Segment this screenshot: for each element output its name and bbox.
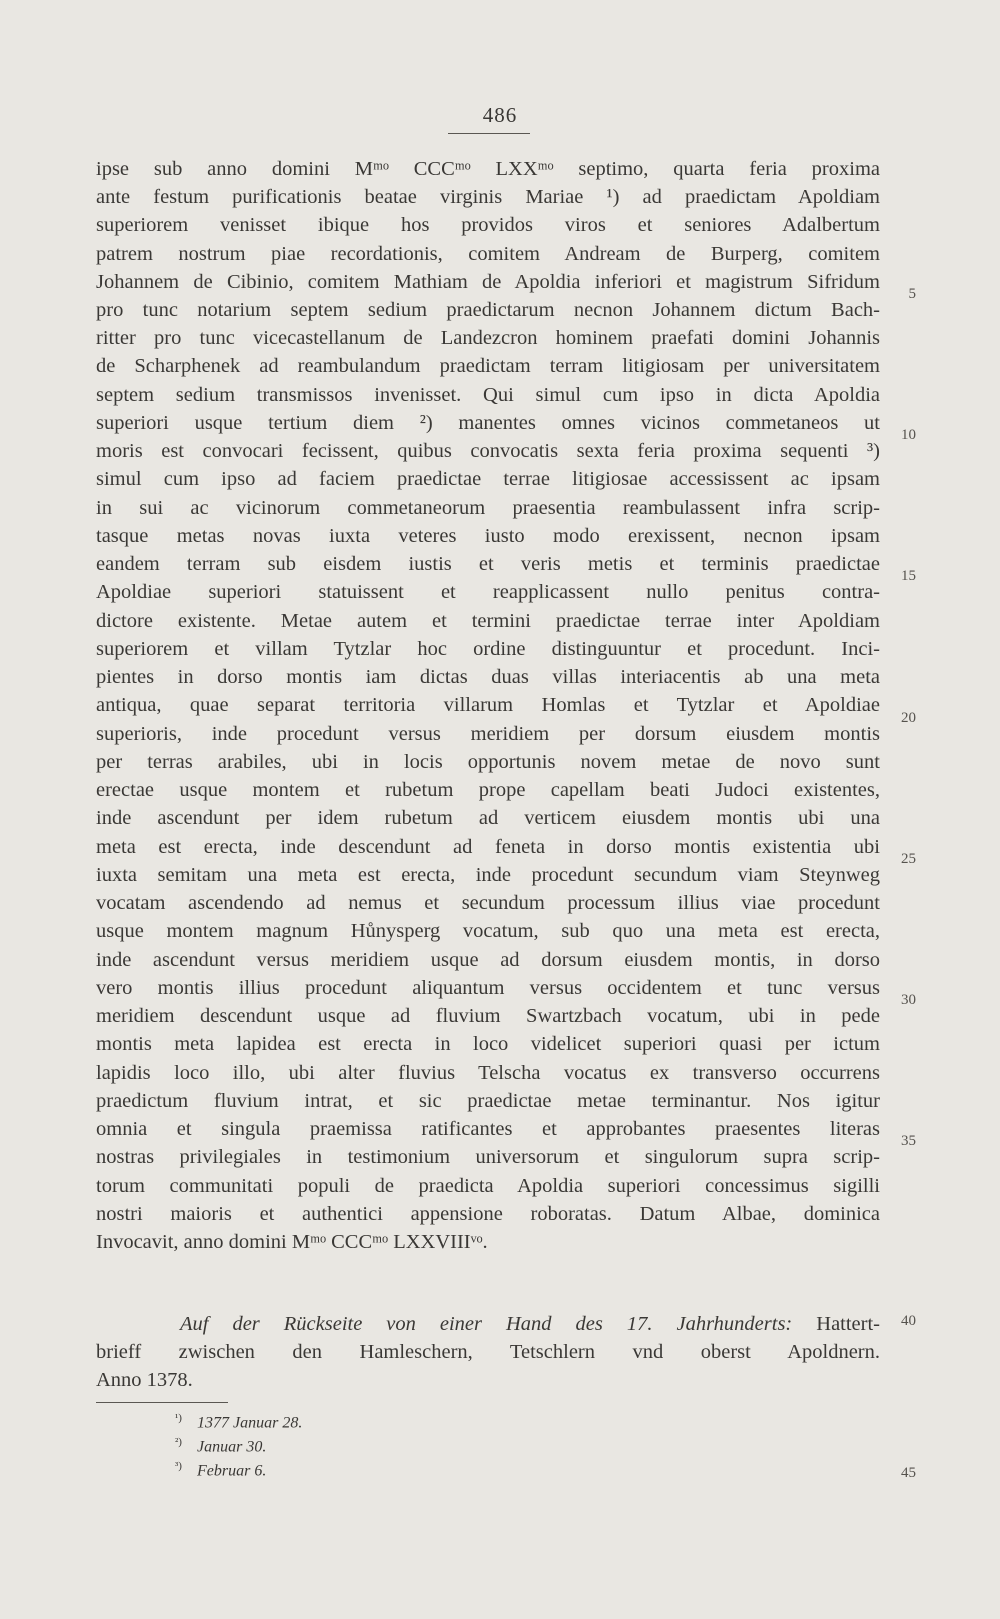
text-line: meta est erecta, inde descendunt ad feneta in dorso montis existentia ubi [96, 836, 880, 858]
line-number: 10 [901, 427, 916, 443]
text-line: simul cum ipso ad faciem praedictae terrae litigiosae accessissent ac ipsam [96, 468, 880, 490]
text-line: per terras arabiles, ubi in locis opportunis novem metae de novo sunt [96, 751, 880, 773]
text-line: ritter pro tunc vicecastellanum de Landezcron hominem praefati domini Johannis [96, 327, 880, 349]
footnote [175, 1436, 266, 1456]
dorsal-note-line: Anno 1378. [96, 1369, 193, 1391]
dorsal-note-heading: Auf der Rückseite von einer Hand des 17. Jahrhunderts: [180, 1313, 793, 1335]
footnote-mark: ¹) [175, 1412, 182, 1424]
text-line: torum communitati populi de praedicta Apoldia superiori concessimus sigilli [96, 1175, 880, 1197]
text-line: de Scharphenek ad reambulandum praedictam terram litigiosam per universitatem [96, 355, 880, 377]
dorsal-note-line [180, 1310, 880, 1338]
text-line: usque montem magnum Hůnysperg vocatum, sub quo una meta est erecta, [96, 920, 880, 942]
text-line: meridiem descendunt usque ad fluvium Swartzbach vocatum, ubi in pede [96, 1005, 880, 1027]
text-line: inde ascendunt versus meridiem usque ad dorsum eiusdem montis, in dorso [96, 949, 880, 971]
footnote [175, 1412, 302, 1432]
footnote-mark: ²) [175, 1436, 182, 1448]
text-line: in sui ac vicinorum commetaneorum praesentia reambulassent infra scrip- [96, 497, 880, 519]
text-line: montis meta lapidea est erecta in loco videlicet superiori quasi per ictum [96, 1033, 880, 1055]
text-line: Johannem de Cibinio, comitem Mathiam de Apoldia inferiori et magistrum Sifridum [96, 271, 880, 293]
footnote-text: Januar 30. [197, 1438, 267, 1456]
line-number: 5 [908, 286, 916, 302]
dorsal-note-line: brieff zwischen den Hamleschern, Tetschlern vnd oberst Apoldnern. [96, 1341, 880, 1363]
text-line: erectae usque montem et rubetum prope capellam beati Judoci existentes, [96, 779, 880, 801]
text-line: tasque metas novas iuxta veteres iusto modo erexissent, necnon ipsam [96, 525, 880, 547]
text-line: praedictum fluvium intrat, et sic praedictae metae terminantur. Nos igitur [96, 1090, 880, 1112]
text-line: nostri maioris et authentici appensione roboratas. Datum Albae, dominica [96, 1203, 880, 1225]
footnote-rule [96, 1402, 228, 1403]
text-line: Apoldiae superiori statuissent et reapplicassent nullo penitus contra- [96, 581, 880, 603]
text-line: vocatam ascendendo ad nemus et secundum processum illius viae procedunt [96, 892, 880, 914]
text-line: patrem nostrum piae recordationis, comitem Andream de Burperg, comitem [96, 243, 880, 265]
text-line: omnia et singula praemissa ratificantes et approbantes praesentes literas [96, 1118, 880, 1140]
text-line: eandem terram sub eisdem iustis et veris metis et terminis praedictae [96, 553, 880, 575]
text-line: dictore existente. Metae autem et termini praedictae terrae inter Apoldiam [96, 610, 880, 632]
text-line: septem sedium transmissos invenisset. Qui simul cum ipso in dicta Apoldia [96, 384, 880, 406]
text-line: antiqua, quae separat territoria villarum Homlas et Tytzlar et Apoldiae [96, 694, 880, 716]
page-number-rule [448, 133, 530, 134]
text-line: superiorem et villam Tytzlar hoc ordine distinguuntur et procedunt. Inci- [96, 638, 880, 660]
text-line: Invocavit, anno domini Mᵐᵒ CCCᵐᵒ LXXVIIIᵛᵒ. [96, 1231, 488, 1253]
text-line: superiorem venisset ibique hos providos viros et seniores Adalbertum [96, 214, 880, 236]
line-number: 30 [901, 992, 916, 1008]
text-line: superioris, inde procedunt versus meridiem per dorsum eiusdem montis [96, 723, 880, 745]
line-number: 20 [901, 710, 916, 726]
line-number: 45 [901, 1465, 916, 1481]
text-line: iuxta semitam una meta est erecta, inde procedunt secundum viam Steynweg [96, 864, 880, 886]
text-line: ipse sub anno domini Mᵐᵒ CCCᵐᵒ LXXᵐᵒ septimo, quarta feria proxima [96, 158, 880, 180]
page-number: 486 [482, 103, 518, 127]
text-line: moris est convocari fecissent, quibus convocatis sexta feria proxima sequenti ³) [96, 440, 880, 462]
text-line: pro tunc notarium septem sedium praedictarum necnon Johannem dictum Bach- [96, 299, 880, 321]
line-number: 25 [901, 851, 916, 867]
line-number: 15 [901, 568, 916, 584]
text-line: vero montis illius procedunt aliquantum versus occidentem et tunc versus [96, 977, 880, 999]
text-line: ante festum purificationis beatae virginis Mariae ¹) ad praedictam Apoldiam [96, 186, 880, 208]
text-line: nostras privilegiales in testimonium universorum et singulorum supra scrip- [96, 1146, 880, 1168]
footnote-text: Februar 6. [197, 1462, 267, 1480]
dorsal-note-text: Hattert- [816, 1313, 881, 1335]
text-line: inde ascendunt per idem rubetum ad verticem eiusdem montis ubi una [96, 807, 880, 829]
footnote-mark: ³) [175, 1460, 182, 1472]
text-line: superiori usque tertium diem ²) manentes omnes vicinos commetaneos ut [96, 412, 880, 434]
text-line: pientes in dorso montis iam dictas duas villas interiacentis ab una meta [96, 666, 880, 688]
footnote-text: 1377 Januar 28. [197, 1414, 303, 1432]
text-line: lapidis loco illo, ubi alter fluvius Telscha vocatus ex transverso occurrens [96, 1062, 880, 1084]
line-number: 35 [901, 1133, 916, 1149]
line-number: 40 [901, 1313, 916, 1329]
footnote [175, 1460, 266, 1480]
